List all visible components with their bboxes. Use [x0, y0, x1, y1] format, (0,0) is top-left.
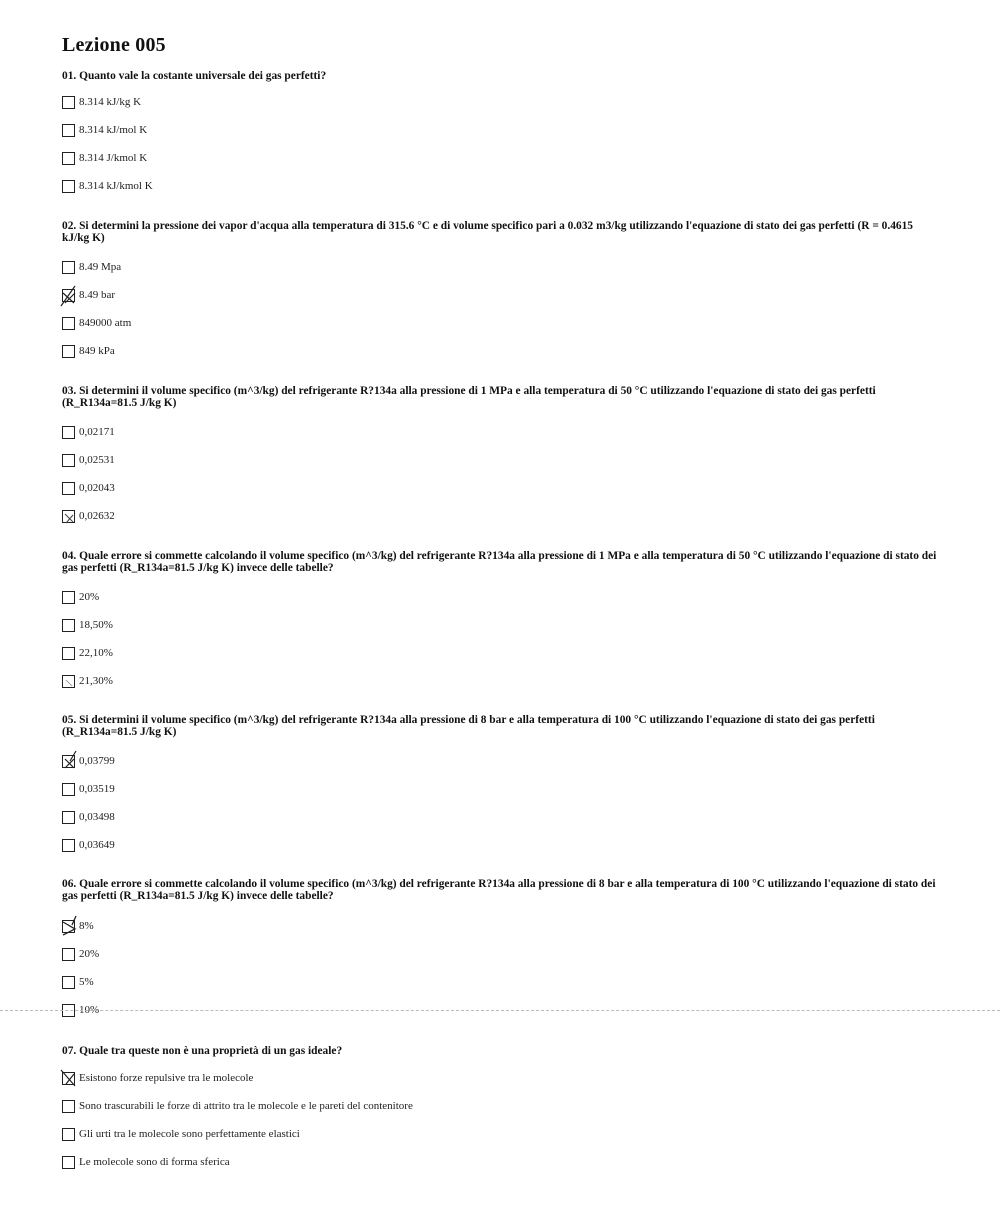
question-4-option-3[interactable]: [62, 645, 113, 661]
option-label: 10%: [79, 1004, 100, 1016]
checkbox[interactable]: [62, 124, 75, 137]
checkbox-checked[interactable]: [62, 755, 75, 768]
checkbox[interactable]: [62, 426, 75, 439]
option-label: Le molecole sono di forma sferica: [79, 1156, 230, 1168]
option-label: 8.314 kJ/kg K: [79, 96, 142, 108]
question-5-option-1[interactable]: [62, 753, 115, 769]
option-label: Gli urti tra le molecole sono perfettamente elastici: [79, 1128, 300, 1140]
option-label: 8%: [79, 920, 94, 932]
option-label: 0,02043: [79, 482, 115, 494]
question-4-text: 04. Quale errore si commette calcolando il volume specifico (m^3/kg) del refrigerante R?134a alla pressione di 1 MPa e alla temperatura di 50 °C utilizzando l'equazione di stato dei gas perfetti (R_R134a=81.5 J/kg K) invece delle tabelle?: [62, 550, 937, 574]
question-6-option-2[interactable]: [62, 946, 99, 962]
checkbox[interactable]: [62, 1100, 75, 1113]
question-1-option-1[interactable]: [62, 94, 141, 110]
check-mark-icon: [60, 506, 80, 528]
question-6-option-3[interactable]: [62, 974, 94, 990]
checkbox[interactable]: [62, 619, 75, 632]
checkbox[interactable]: [62, 96, 75, 109]
option-label: 8.49 bar: [79, 289, 116, 301]
question-2-option-3[interactable]: [62, 315, 131, 331]
checkbox[interactable]: [62, 454, 75, 467]
option-label: 20%: [79, 948, 100, 960]
checkbox[interactable]: [62, 647, 75, 660]
option-label: 0,02531: [79, 454, 115, 466]
checkbox[interactable]: [62, 482, 75, 495]
question-1-option-2[interactable]: [62, 122, 147, 138]
question-3-option-3[interactable]: [62, 480, 115, 496]
option-label: 8.314 kJ/kmol K: [79, 180, 153, 192]
question-7-option-2[interactable]: [62, 1098, 413, 1114]
checkbox-checked[interactable]: [62, 675, 75, 688]
option-label: 8.314 J/kmol K: [79, 152, 148, 164]
option-label: 18,50%: [79, 619, 113, 631]
question-2-text: 02. Si determini la pressione dei vapor d'acqua alla temperatura di 315.6 °C e di volume specifico pari a 0.032 m3/kg utilizzando l'equazione di stato dei gas perfetti (R = 0.4615 kJ/kg K): [62, 220, 913, 244]
question-7-option-4[interactable]: [62, 1154, 230, 1170]
option-label: 8.49 Mpa: [79, 261, 122, 273]
check-mark-icon: [60, 671, 80, 693]
option-label: 0,03799: [79, 755, 115, 767]
question-6-text: 06. Quale errore si commette calcolando il volume specifico (m^3/kg) del refrigerante R?134a alla pressione di 8 bar e alla temperatura di 100 °C utilizzando l'equazione di stato dei gas perfetti (R_R134a=81.5 J/kg K) invece delle tabelle?: [62, 878, 936, 902]
option-label: 0,03498: [79, 811, 115, 823]
checkbox[interactable]: [62, 839, 75, 852]
check-mark-icon: [60, 916, 80, 938]
checkbox-checked[interactable]: [62, 289, 75, 302]
question-5-option-2[interactable]: [62, 781, 115, 797]
option-label: 22,10%: [79, 647, 113, 659]
question-5-text: 05. Si determini il volume specifico (m^3/kg) del refrigerante R?134a alla pressione di 8 bar e alla temperatura di 100 °C utilizzando l'equazione di stato dei gas perfetti (R_R134a=81.5 J/kg K): [62, 714, 875, 738]
checkbox[interactable]: [62, 1156, 75, 1169]
question-6-option-1[interactable]: [62, 918, 94, 934]
question-5-option-3[interactable]: [62, 809, 115, 825]
checkbox[interactable]: [62, 976, 75, 989]
checkbox[interactable]: [62, 261, 75, 274]
option-label: 0,03519: [79, 783, 115, 795]
checkbox[interactable]: [62, 591, 75, 604]
scan-artifact-line: [0, 1010, 1000, 1011]
option-label: 849000 atm: [79, 317, 132, 329]
question-4-option-1[interactable]: [62, 589, 99, 605]
question-7-option-1[interactable]: [62, 1070, 253, 1086]
question-7-text: 07. Quale tra queste non è una proprietà di un gas ideale?: [62, 1045, 343, 1057]
check-mark-icon: [60, 1068, 80, 1090]
option-label: 8.314 kJ/mol K: [79, 124, 148, 136]
checkbox[interactable]: [62, 811, 75, 824]
checkbox[interactable]: [62, 152, 75, 165]
option-label: 0,02632: [79, 510, 115, 522]
question-4-option-2[interactable]: [62, 617, 113, 633]
question-7-option-3[interactable]: [62, 1126, 300, 1142]
option-label: 5%: [79, 976, 94, 988]
question-3-option-2[interactable]: [62, 452, 115, 468]
question-2-option-2[interactable]: [62, 287, 115, 303]
question-4-option-4[interactable]: [62, 673, 113, 689]
option-label: 21,30%: [79, 675, 113, 687]
question-2-option-4[interactable]: [62, 343, 115, 359]
checkbox[interactable]: [62, 180, 75, 193]
checkbox[interactable]: [62, 1128, 75, 1141]
question-1-option-3[interactable]: [62, 150, 147, 166]
checkbox-checked[interactable]: [62, 510, 75, 523]
question-3-text: 03. Si determini il volume specifico (m^3/kg) del refrigerante R?134a alla pressione di 1 MPa e alla temperatura di 50 °C utilizzando l'equazione di stato dei gas perfetti (R_R134a=81.5 J/kg K): [62, 385, 876, 409]
question-1-option-4[interactable]: [62, 178, 153, 194]
option-label: Sono trascurabili le forze di attrito tra le molecole e le pareti del contenitore: [79, 1100, 413, 1112]
question-3-option-1[interactable]: [62, 424, 115, 440]
option-label: 849 kPa: [79, 345, 115, 357]
option-label: 0,03649: [79, 839, 115, 851]
check-mark-icon: [60, 285, 80, 307]
checkbox[interactable]: [62, 948, 75, 961]
checkbox[interactable]: [62, 317, 75, 330]
lesson-title: Lezione 005: [62, 34, 166, 56]
question-2-option-1[interactable]: [62, 259, 121, 275]
option-label: 0,02171: [79, 426, 115, 438]
checkbox-checked[interactable]: [62, 920, 75, 933]
option-label: Esistono forze repulsive tra le molecole: [79, 1072, 254, 1084]
checkbox[interactable]: [62, 783, 75, 796]
option-label: 20%: [79, 591, 100, 603]
question-5-option-4[interactable]: [62, 837, 115, 853]
checkbox[interactable]: [62, 345, 75, 358]
check-mark-icon: [60, 751, 80, 773]
checkbox-checked[interactable]: [62, 1072, 75, 1085]
question-3-option-4[interactable]: [62, 508, 115, 524]
question-1-text: 01. Quanto vale la costante universale dei gas perfetti?: [62, 70, 327, 82]
